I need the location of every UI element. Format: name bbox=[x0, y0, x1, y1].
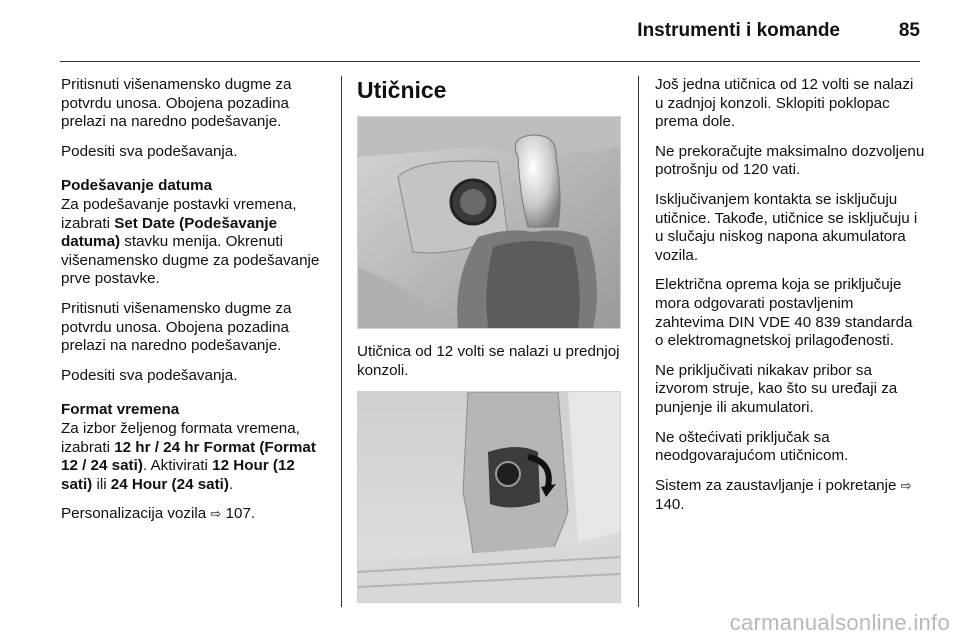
column-2 bbox=[357, 76, 625, 603]
paragraph: Pritisnuti višenamensko dugme za potvrdu unosa. Obojena pozadina prelazi na naredno podešavanje. bbox=[61, 76, 292, 131]
text: Za izbor željenog formata vremena, izabrati bbox=[61, 419, 300, 456]
option-12-hour: 12 Hour (12 sati) bbox=[61, 457, 295, 493]
cross-reference bbox=[61, 505, 329, 525]
paragraph: Pritisnuti višenamensko dugme za potvrdu unosa. Obojena pozadina prelazi na naredno podešavanje. bbox=[61, 299, 292, 355]
text: stavku menija. Okrenuti višenamensko dugme za podešavanje prve postavke. bbox=[61, 233, 320, 288]
watermark: carmanualsonline.info bbox=[729, 610, 950, 635]
paragraph: Ne prekoračujte maksimalno dozvoljenu potrošnju od 120 vati. bbox=[655, 142, 925, 179]
page-ref[interactable]: 107. bbox=[221, 505, 256, 523]
front-socket-photo bbox=[357, 116, 621, 329]
column-3 bbox=[655, 76, 925, 526]
paragraph: Podesiti sva podešavanja. bbox=[61, 366, 238, 384]
column-1 bbox=[61, 76, 329, 536]
text: ili bbox=[92, 475, 111, 493]
page-reference-arrow-icon: ⇨ bbox=[900, 478, 912, 494]
page-reference-arrow-icon: ⇨ bbox=[210, 507, 222, 523]
photo-caption: Utičnica od 12 volti se nalazi u prednjoj konzoli. bbox=[357, 343, 620, 379]
format-paragraph bbox=[61, 420, 329, 494]
paragraph: Ne oštećivati priključak sa neodgovarajućom utičnicom. bbox=[655, 428, 849, 465]
text: Personalizacija vozila bbox=[61, 505, 211, 523]
paragraph: Električna oprema koja se priključuje mora odgovarati postavljenim zahtevima DIN VDE 40 839 standarda o elektromagnetskoj prilagođenosti. bbox=[655, 276, 913, 350]
date-paragraph bbox=[61, 196, 329, 289]
header-title: Instrumenti i komande bbox=[637, 20, 840, 41]
menu-item-set-date: Set Date (Podešavanje datuma) bbox=[61, 214, 278, 251]
text: . bbox=[228, 475, 234, 493]
paragraph: Još jedna utičnica od 12 volti se nalazi u zadnjoj konzoli. Sklopiti poklopac prema dole. bbox=[655, 76, 914, 131]
menu-item-format: 12 hr / 24 hr Format (Format 12 / 24 sati) bbox=[61, 438, 316, 475]
rear-socket-photo bbox=[357, 391, 621, 603]
date-heading: Podešavanje datuma bbox=[61, 177, 213, 195]
page-ref[interactable]: 140. bbox=[655, 496, 685, 514]
text: Sistem za zaustavljanje i pokretanje bbox=[655, 476, 901, 494]
column-divider-2 bbox=[638, 76, 639, 607]
paragraph: Podesiti sva podešavanja. bbox=[61, 142, 238, 160]
page-number: 85 bbox=[898, 20, 920, 41]
paragraph: Isključivanjem kontakta se isključuju utičnice. Takođe, utičnice se isključuju i u slučaju niskog napona akumulatora vozila. bbox=[655, 190, 918, 264]
text: . Aktivirati bbox=[142, 457, 213, 475]
cross-reference bbox=[655, 477, 925, 515]
option-24-hour: 24 Hour (24 sati) bbox=[110, 475, 229, 493]
column-divider-1 bbox=[341, 76, 342, 607]
paragraph: Ne priključivati nikakav pribor sa izvorom struje, kao što su uređaji za punjenje ili akumulatori. bbox=[655, 361, 898, 416]
format-heading: Format vremena bbox=[61, 401, 180, 419]
section-title: Utičnice bbox=[357, 77, 447, 103]
text: Za podešavanje postavki vremena, izabrati bbox=[61, 195, 297, 232]
page-header bbox=[60, 0, 920, 62]
